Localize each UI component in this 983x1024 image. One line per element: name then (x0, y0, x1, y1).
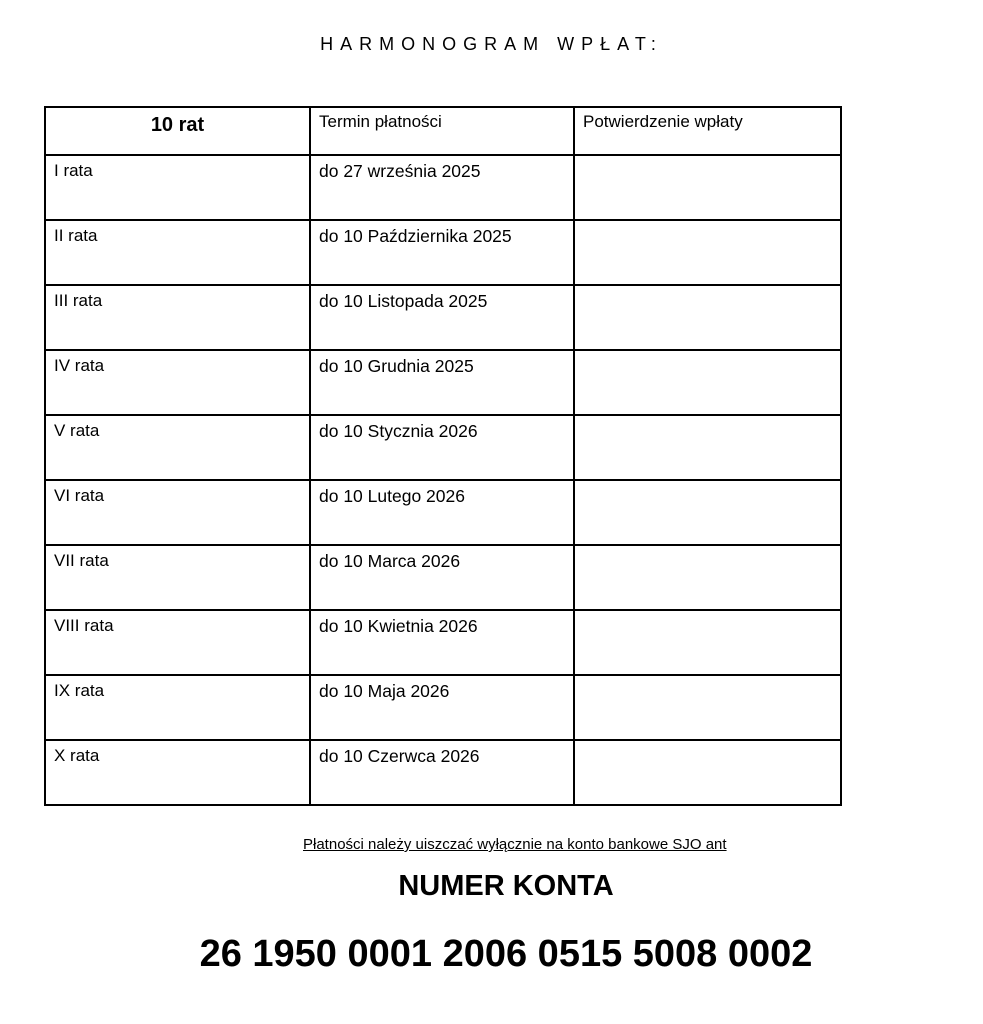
installment-cell: VI rata (45, 480, 310, 545)
installment-cell: VII rata (45, 545, 310, 610)
installment-cell: VIII rata (45, 610, 310, 675)
installment-cell: III rata (45, 285, 310, 350)
table-row (45, 610, 841, 675)
confirmation-cell[interactable] (574, 220, 841, 285)
table-row (45, 285, 841, 350)
installment-cell: IV rata (45, 350, 310, 415)
due-date-cell: do 10 Października 2025 (310, 220, 574, 285)
due-date-cell: do 10 Lutego 2026 (310, 480, 574, 545)
table-row (45, 415, 841, 480)
due-date-cell: do 10 Czerwca 2026 (310, 740, 574, 805)
table-row (45, 545, 841, 610)
due-date-cell: do 10 Kwietnia 2026 (310, 610, 574, 675)
confirmation-cell[interactable] (574, 545, 841, 610)
table-row (45, 155, 841, 220)
confirmation-cell[interactable] (574, 350, 841, 415)
confirmation-cell[interactable] (574, 285, 841, 350)
payment-note: Płatności należy uiszczać wyłącznie na konto bankowe SJO ant (303, 836, 727, 853)
header-installments: 10 rat (45, 107, 310, 155)
table-row (45, 675, 841, 740)
payment-schedule-table (44, 106, 842, 806)
table-row (45, 740, 841, 805)
confirmation-cell[interactable] (574, 675, 841, 740)
installment-cell: I rata (45, 155, 310, 220)
header-due-date: Termin płatności (310, 107, 574, 155)
table-row (45, 220, 841, 285)
confirmation-cell[interactable] (574, 415, 841, 480)
page-title: HARMONOGRAM WPŁAT: (320, 34, 663, 54)
confirmation-cell[interactable] (574, 480, 841, 545)
account-label: NUMER KONTA (398, 870, 614, 902)
installment-cell: V rata (45, 415, 310, 480)
installment-cell: IX rata (45, 675, 310, 740)
due-date-cell: do 27 września 2025 (310, 155, 574, 220)
table-row (45, 480, 841, 545)
due-date-cell: do 10 Listopada 2025 (310, 285, 574, 350)
confirmation-cell[interactable] (574, 740, 841, 805)
due-date-cell: do 10 Stycznia 2026 (310, 415, 574, 480)
installment-cell: II rata (45, 220, 310, 285)
header-confirmation: Potwierdzenie wpłaty (574, 107, 841, 155)
confirmation-cell[interactable] (574, 155, 841, 220)
due-date-cell: do 10 Grudnia 2025 (310, 350, 574, 415)
due-date-cell: do 10 Maja 2026 (310, 675, 574, 740)
table-header-row (45, 107, 841, 155)
confirmation-cell[interactable] (574, 610, 841, 675)
table-body (45, 155, 841, 805)
table-row (45, 350, 841, 415)
due-date-cell: do 10 Marca 2026 (310, 545, 574, 610)
account-number: 26 1950 0001 2006 0515 5008 0002 (199, 933, 813, 975)
installment-cell: X rata (45, 740, 310, 805)
